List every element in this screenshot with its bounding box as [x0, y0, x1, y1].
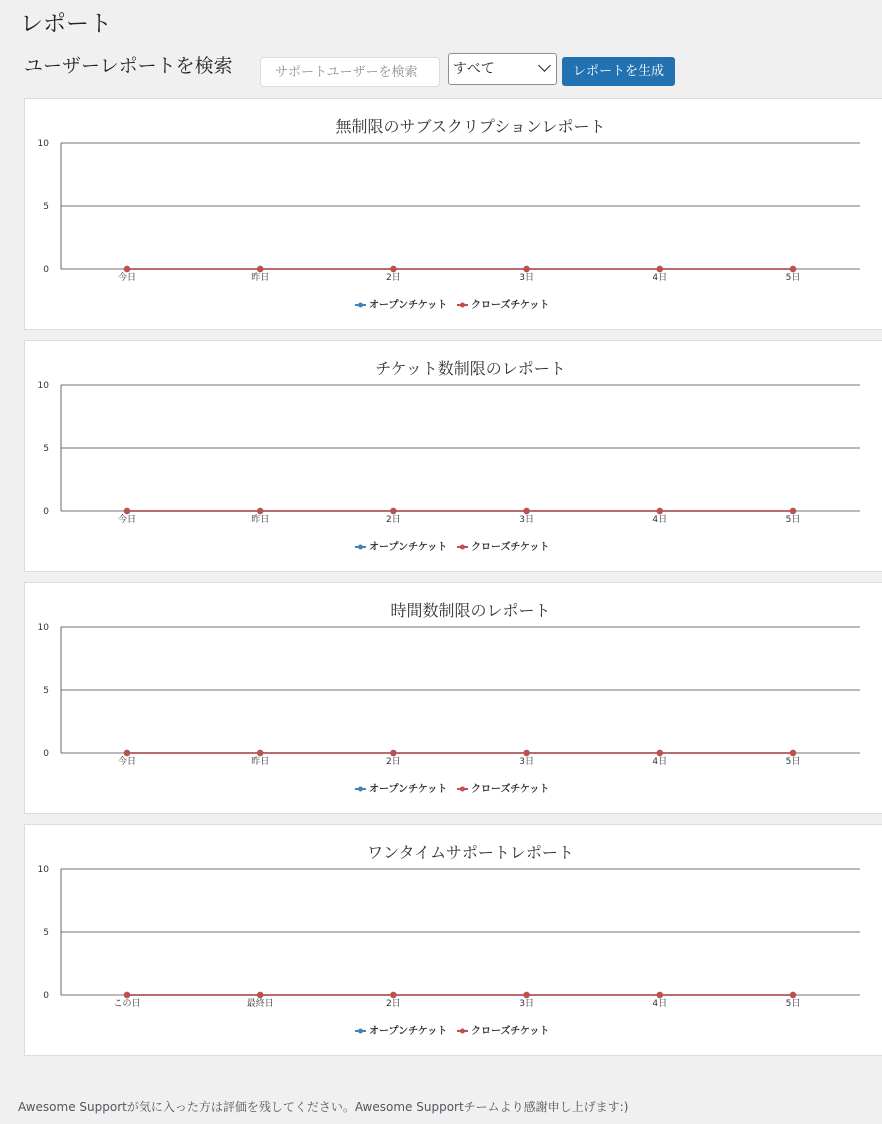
- legend-swatch-point: [358, 787, 363, 792]
- chart-title: チケット数制限のレポート: [375, 359, 566, 378]
- report-panel-hour-limit: [24, 582, 882, 814]
- x-tick-label: 2日: [386, 757, 401, 767]
- page-title: レポート: [20, 11, 112, 37]
- x-tick-label: 5日: [785, 757, 801, 767]
- legend-label: オープンチケット: [369, 1026, 448, 1037]
- x-tick-label: 4日: [652, 757, 668, 767]
- data-point: [390, 750, 396, 756]
- legend-label: クローズチケット: [471, 784, 550, 795]
- line-chart: [25, 341, 882, 573]
- legend-swatch-point: [358, 303, 363, 308]
- legend-label: クローズチケット: [471, 300, 550, 311]
- y-tick-label: 0: [43, 749, 49, 759]
- x-tick-label: 5日: [785, 515, 801, 525]
- data-point: [257, 750, 263, 756]
- generate-report-button[interactable]: レポートを生成: [562, 57, 675, 86]
- x-tick-label: 2日: [386, 273, 401, 283]
- data-point: [257, 992, 263, 998]
- filter-select[interactable]: [448, 53, 557, 85]
- x-tick-label: 昨日: [251, 757, 270, 767]
- y-tick-label: 5: [43, 686, 49, 696]
- y-tick-label: 5: [43, 444, 49, 454]
- filter-select-value: すべて: [453, 61, 495, 77]
- data-point: [124, 508, 130, 514]
- report-panel-one-time: [24, 824, 882, 1056]
- data-point: [790, 992, 796, 998]
- x-tick-label: 4日: [652, 515, 668, 525]
- data-point: [657, 508, 663, 514]
- y-tick-label: 10: [37, 865, 49, 875]
- y-tick-label: 10: [37, 381, 49, 391]
- legend-label: オープンチケット: [369, 784, 448, 795]
- x-tick-label: 3日: [519, 999, 534, 1009]
- data-point: [790, 266, 796, 272]
- line-chart: [25, 583, 882, 815]
- data-point: [657, 992, 663, 998]
- footer-text: Awesome Supportが気に入った方は評価を残してください。Awesome Supportチームより感謝申し上げます:): [18, 1100, 629, 1114]
- x-tick-label: 2日: [386, 515, 401, 525]
- data-point: [523, 992, 529, 998]
- chart-title: 時間数制限のレポート: [390, 601, 551, 620]
- data-point: [523, 266, 529, 272]
- legend-swatch-point: [460, 303, 465, 308]
- report-panel-unlimited: [24, 98, 882, 330]
- legend-swatch-point: [460, 787, 465, 792]
- y-tick-label: 0: [43, 265, 49, 275]
- legend-label: オープンチケット: [369, 300, 448, 311]
- x-tick-label: 今日: [117, 757, 137, 767]
- data-point: [790, 750, 796, 756]
- data-point: [390, 992, 396, 998]
- x-tick-label: この日: [113, 999, 141, 1009]
- x-tick-label: 4日: [652, 273, 668, 283]
- data-point: [124, 992, 130, 998]
- y-tick-label: 10: [37, 623, 49, 633]
- x-tick-label: 今日: [117, 515, 137, 525]
- x-tick-label: 3日: [519, 757, 534, 767]
- chevron-down-icon: [538, 59, 551, 72]
- legend-label: オープンチケット: [369, 542, 448, 553]
- search-heading: ユーザーレポートを検索: [24, 55, 233, 77]
- x-tick-label: 5日: [785, 999, 801, 1009]
- x-tick-label: 2日: [386, 999, 401, 1009]
- report-panel-ticket-limit: [24, 340, 882, 572]
- line-chart: [25, 825, 882, 1057]
- x-tick-label: 昨日: [251, 273, 270, 283]
- chart-title: 無制限のサブスクリプションレポート: [335, 117, 606, 136]
- x-tick-label: 昨日: [251, 515, 270, 525]
- legend-label: クローズチケット: [471, 1026, 550, 1037]
- data-point: [124, 750, 130, 756]
- y-tick-label: 5: [43, 928, 49, 938]
- data-point: [657, 750, 663, 756]
- x-tick-label: 3日: [519, 273, 534, 283]
- y-tick-label: 0: [43, 507, 49, 517]
- y-tick-label: 10: [37, 139, 49, 149]
- data-point: [790, 508, 796, 514]
- data-point: [124, 266, 130, 272]
- search-user-input[interactable]: [260, 57, 440, 87]
- x-tick-label: 今日: [117, 273, 137, 283]
- legend-swatch-point: [358, 1029, 363, 1034]
- data-point: [257, 508, 263, 514]
- y-tick-label: 0: [43, 991, 49, 1001]
- data-point: [523, 750, 529, 756]
- x-tick-label: 最終日: [246, 999, 274, 1009]
- legend-swatch-point: [358, 545, 363, 550]
- data-point: [390, 266, 396, 272]
- x-tick-label: 5日: [785, 273, 801, 283]
- data-point: [257, 266, 263, 272]
- chart-title: ワンタイムサポートレポート: [367, 843, 574, 862]
- legend-swatch-point: [460, 1029, 465, 1034]
- legend-label: クローズチケット: [471, 542, 550, 553]
- line-chart: [25, 99, 882, 331]
- data-point: [390, 508, 396, 514]
- y-tick-label: 5: [43, 202, 49, 212]
- x-tick-label: 3日: [519, 515, 534, 525]
- data-point: [523, 508, 529, 514]
- legend-swatch-point: [460, 545, 465, 550]
- data-point: [657, 266, 663, 272]
- x-tick-label: 4日: [652, 999, 668, 1009]
